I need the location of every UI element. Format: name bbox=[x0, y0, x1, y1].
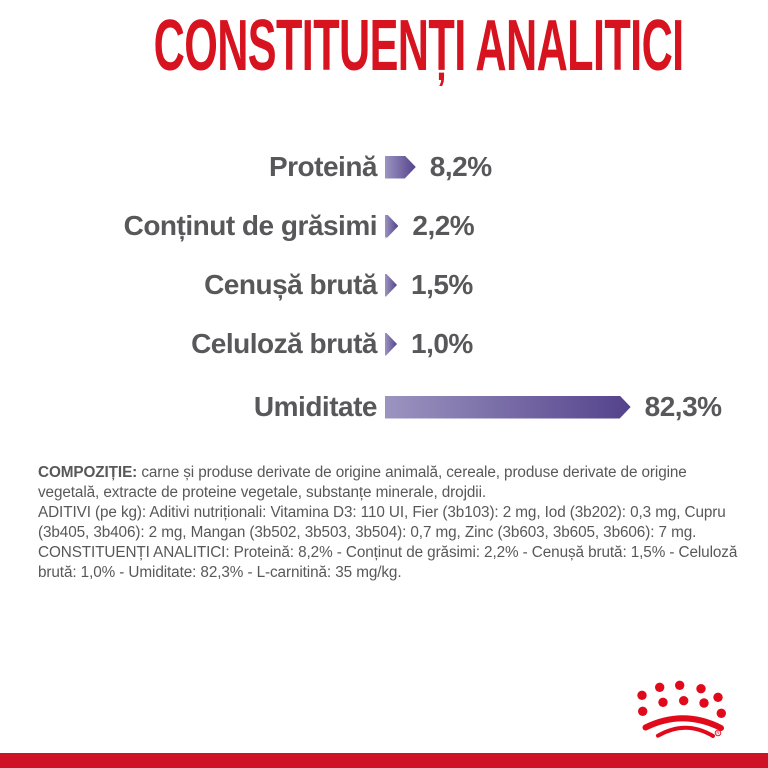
chart-bar bbox=[385, 215, 398, 238]
chart-row-value: 82,3% bbox=[644, 391, 722, 422]
chart-bar bbox=[385, 156, 416, 179]
chart-row-label: Proteină bbox=[268, 151, 377, 182]
chart-row-value: 1,0% bbox=[411, 328, 473, 359]
composition-text-block bbox=[38, 463, 740, 583]
chart-row-label: Conținut de grăsimi bbox=[123, 210, 377, 241]
constituents-paragraph: CONSTITUENȚI ANALITICI: Proteină: 8,2% - Conținut de grăsimi: 2,2% - Cenușă brută: 1,5% - Celuloză brută: 1,0% - Umiditate: 82,3% - L-carnitină: 35 mg/kg. bbox=[38, 544, 738, 581]
brand-red-bar bbox=[0, 753, 768, 768]
composition-paragraph: COMPOZIȚIE: carne și produse derivate de origine animală, cereale, produse derivate de origine vegetală, extracte de proteine vegetale, substanțe minerale, drojdii. bbox=[38, 464, 687, 501]
chart-row-label: Celuloză brută bbox=[191, 328, 377, 359]
svg-text:R: R bbox=[716, 730, 720, 736]
chart-row bbox=[0, 206, 768, 246]
chart-bar bbox=[385, 396, 631, 419]
chart-row bbox=[0, 387, 768, 427]
chart-row bbox=[0, 265, 768, 305]
page-title: CONSTITUENȚI ANALITICI bbox=[153, 6, 684, 86]
royal-canin-crown-icon bbox=[637, 680, 733, 743]
chart-row-label: Umiditate bbox=[253, 391, 377, 422]
chart-row-value: 2,2% bbox=[412, 210, 475, 241]
chart-row bbox=[0, 147, 768, 187]
chart-row bbox=[0, 324, 768, 364]
analytical-constituents-chart bbox=[0, 147, 768, 427]
additives-paragraph: ADITIVI (pe kg): Aditivi nutriționali: Vitamina D3: 110 UI, Fier (3b103): 2 mg, Iod (3b202): 0,3 mg, Cupru (3b405, 3b406): 2 mg, Mangan (3b502, 3b503, 3b504): 0,7 mg, Zinc (3b603, 3b605, 3b606): 7 mg. bbox=[38, 504, 726, 541]
chart-bar bbox=[385, 274, 397, 297]
chart-row-label: Cenușă brută bbox=[204, 269, 377, 300]
chart-row-value: 1,5% bbox=[411, 269, 473, 300]
chart-row-value: 8,2% bbox=[429, 151, 492, 182]
composition-label: COMPOZIȚIE: bbox=[38, 464, 138, 481]
chart-bar bbox=[385, 333, 397, 356]
